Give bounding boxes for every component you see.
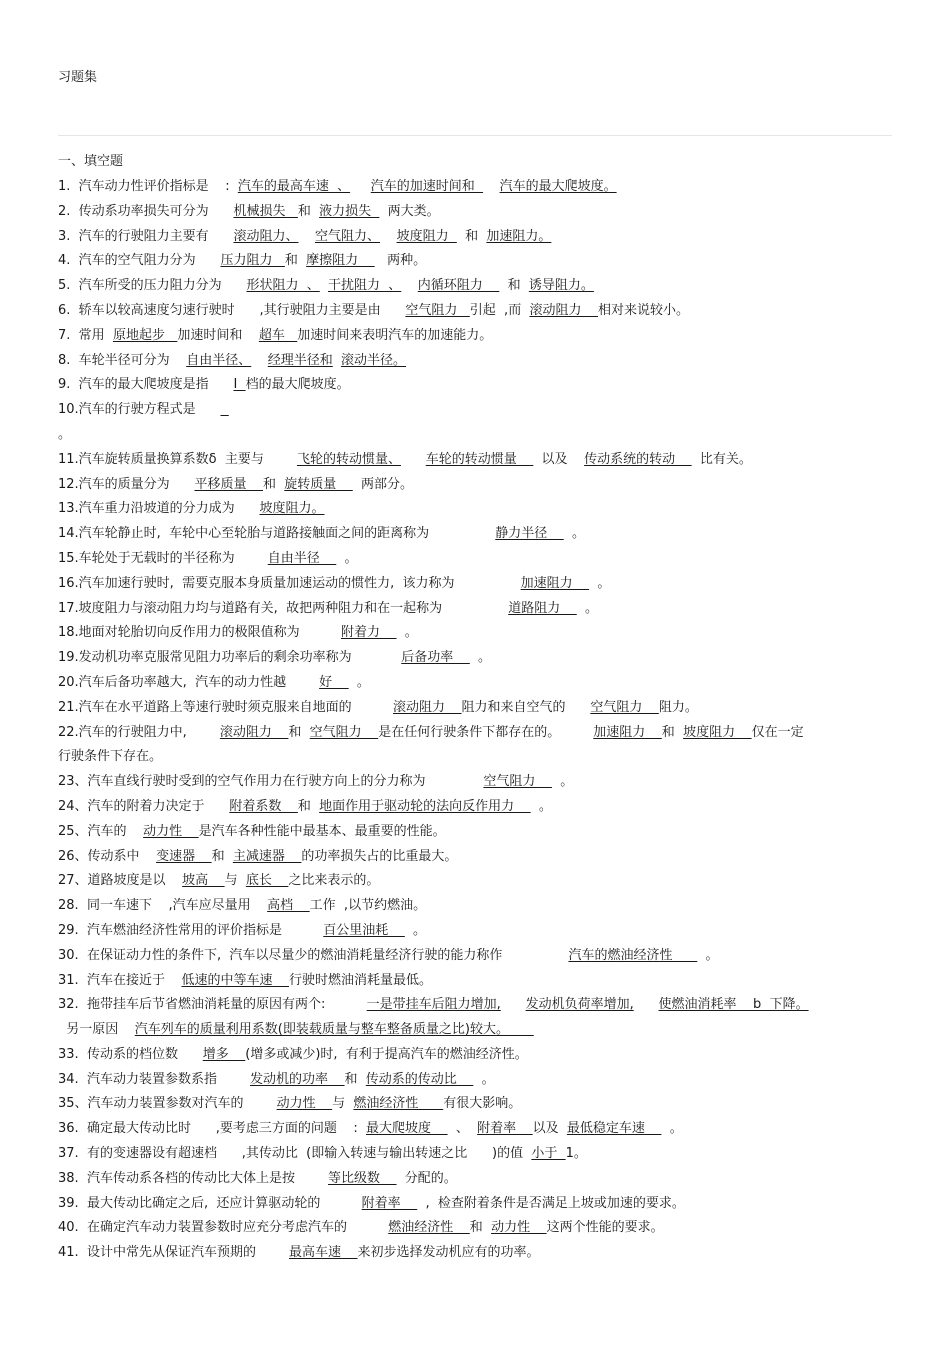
question-text: 35、汽车动力装置参数对汽车的 (58, 1096, 277, 1112)
question-text: 分配的。 (396, 1170, 457, 1186)
answer-blank: 加速阻力。 (486, 228, 552, 244)
answer-blank: 发动机负荷率增加, (525, 997, 634, 1013)
question-line (58, 200, 898, 225)
question-text: 两大类。 (379, 203, 440, 219)
question-text (251, 353, 268, 368)
question-text: 16.汽车加速行驶时, 需要克服本身质量加速运动的惯性力, 该力称为 (58, 575, 521, 591)
answer-blank: 后备功率 (401, 650, 470, 666)
question-text: 20.汽车后备功率越大, 汽车的动力性越 (58, 674, 320, 690)
answer-blank: 汽车列车的质量利用系数(即装载质量与整车整备质量之比)较大。 (134, 1022, 534, 1038)
answer-blank: 干扰阻力 、 (328, 278, 402, 294)
question-text: 32. 拖带挂车后节省燃油消耗量的原因有两个: (58, 997, 367, 1013)
answer-blank: 空气阻力 (590, 699, 659, 715)
question-text: 有很大影响。 (443, 1096, 522, 1112)
answer-blank: 好 (319, 674, 349, 690)
question-text (401, 278, 418, 293)
answer-blank: 变速器 (156, 848, 212, 864)
answer-blank: 附着率 (477, 1121, 533, 1137)
question-text: 27、道路坡度是以 (58, 873, 183, 889)
answer-blank: 液力损失 (319, 203, 380, 219)
answer-blank: 机械损失 (233, 203, 298, 219)
question-text: 两部分。 (352, 476, 414, 492)
question-list (58, 175, 898, 1266)
answer-blank: 附着系数 (229, 798, 298, 814)
answer-blank: 汽车的燃油经济性 (568, 947, 698, 963)
answer-blank: 静力半径 (495, 526, 564, 542)
question-line (58, 621, 898, 646)
question-text: 。 (469, 650, 492, 666)
answer-blank: 动力性 (491, 1220, 547, 1236)
question-line (58, 1192, 898, 1217)
question-line (58, 225, 898, 250)
answer-blank: 燃油经济性 (388, 1220, 470, 1236)
question-line (58, 497, 898, 522)
question-text: 两种。 (374, 253, 427, 269)
question-text: , 检查附着条件是否满足上坡或加速的要求。 (417, 1195, 685, 1211)
question-line (58, 770, 898, 795)
answer-blank: 内循环阻力 (417, 278, 500, 294)
question-text: 另一原因 (58, 1022, 135, 1038)
question-text: 引起 ,而 (469, 302, 530, 318)
question-text: 36. 确定最大传动比时 ,要考虑三方面的问题 : (58, 1121, 367, 1137)
answer-blank: 旋转质量 (284, 476, 353, 492)
question-text: 以及 (532, 1121, 567, 1137)
question-text: 5. 汽车所受的压力阻力分为 (58, 278, 247, 294)
question-text: 比有关。 (691, 451, 752, 467)
question-text: 和 (288, 724, 310, 740)
question-text: 24、汽车的附着力决定于 (58, 798, 230, 814)
question-text: 31. 汽车在接近于 (58, 972, 182, 988)
question-line (58, 324, 898, 349)
question-text: 和 (297, 798, 320, 814)
question-line (58, 1043, 898, 1068)
answer-blank: 自由半径 (267, 550, 337, 566)
question-text: 与 (224, 873, 246, 889)
question-text: 和 (284, 253, 307, 269)
question-line (58, 274, 898, 299)
question-text: 行驶时燃油消耗量最低。 (289, 972, 433, 988)
answer-blank: 坡高 (182, 873, 225, 889)
question-text: 41. 设计中常先从保证汽车预期的 (58, 1245, 289, 1261)
answer-blank: 飞轮的转动惯量、 (296, 451, 401, 467)
answer-blank: 坡度阻力 (396, 228, 457, 244)
question-text: 28. 同一车速下 ,汽车应尽量用 (58, 898, 268, 914)
question-line (58, 1117, 898, 1142)
question-text (298, 229, 315, 244)
question-text: 阻力和来自空气的 (461, 699, 591, 715)
answer-blank: 最低稳定车速 (566, 1121, 662, 1137)
question-line (58, 969, 898, 994)
question-line (58, 1216, 898, 1241)
answer-blank: 燃油经济性 (353, 1096, 444, 1112)
question-text (320, 278, 328, 293)
answer-blank: I (233, 377, 246, 393)
answer-blank: 附着力 (341, 625, 397, 641)
question-line (58, 1241, 898, 1266)
answer-blank: 经理半径和 (267, 352, 333, 368)
section-title: 一、填空题 (58, 154, 124, 169)
question-text: 相对来说较小。 (598, 302, 690, 318)
question-text: 33. 传动系的档位数 (58, 1046, 203, 1062)
question-line (58, 919, 898, 944)
question-text: 和 (456, 228, 487, 244)
question-line (58, 845, 898, 870)
answer-blank: 空气阻力 (309, 724, 379, 740)
answer-blank: 道路阻力 (508, 600, 577, 616)
question-line (58, 696, 898, 721)
question-text (333, 353, 341, 368)
question-text: 22.汽车的行驶阻力中, (58, 724, 220, 740)
question-text: 37. 有的变速器设有超速档 ,其传动比 (即输入转速与输出转速之比 )的值 (58, 1146, 532, 1162)
question-text (634, 997, 659, 1012)
question-text: 和 (661, 724, 684, 740)
answer-blank: 滚动半径。 (341, 352, 407, 368)
answer-blank: 坡度阻力 (683, 724, 752, 740)
question-line (58, 547, 898, 572)
question-text: 1. 汽车动力性评价指标是 : (58, 179, 238, 194)
answer-blank: 百公里油耗 (323, 922, 405, 938)
question-text: 19.发动机功率克服常见阻力功率后的剩余功率称为 (58, 650, 402, 666)
question-text: 以及 (533, 451, 585, 467)
answer-blank: 附着率 (361, 1195, 418, 1211)
answer-blank: 动力性 (276, 1096, 333, 1112)
question-text: 之比来表示的。 (288, 873, 380, 889)
answer-blank: 增多 (202, 1046, 246, 1062)
header-divider (58, 135, 892, 136)
question-line (58, 1018, 898, 1043)
question-text: 。 (551, 774, 574, 790)
question-text (380, 229, 397, 244)
question-text: 。 (661, 1121, 683, 1137)
question-text: 。 (404, 922, 427, 938)
answer-blank: 超车 (258, 327, 298, 343)
question-text: 3. 汽车的行驶阻力主要有 (58, 228, 234, 244)
question-text: 。 (563, 526, 585, 542)
answer-blank: 最大爬坡度 (366, 1121, 448, 1137)
question-text: 。 (348, 674, 370, 690)
question-text: 。 (576, 600, 598, 616)
answer-blank: 发动机的功率 (250, 1071, 345, 1087)
question-line (58, 373, 898, 398)
answer-blank: 摩擦阻力 (306, 253, 375, 269)
question-text: 阻力。 (658, 699, 698, 715)
answer-blank: 滚动阻力 (219, 724, 289, 740)
question-text: 8. 车轮半径可分为 (58, 352, 187, 368)
question-text: 4. 汽车的空气阻力分为 (58, 253, 221, 269)
question-text: 34. 汽车动力装置参数系指 (58, 1071, 250, 1087)
answer-blank: 空气阻力、 (315, 228, 381, 244)
question-line (58, 448, 898, 473)
answer-blank: 诱导阻力。 (528, 278, 594, 294)
question-line (58, 1167, 898, 1192)
question-text: 是在任何行驶条件下都存在的。 (378, 724, 594, 740)
question-text: 7. 常用 (58, 327, 113, 343)
answer-blank: 低速的中等车速 (181, 972, 289, 988)
question-text: 25、汽车的 (58, 823, 144, 839)
question-text: 。 (336, 550, 358, 566)
answer-blank: 形状阻力 、 (246, 278, 320, 294)
question-text: 18.地面对轮胎切向反作用力的极限值称为 (58, 625, 341, 641)
question-text (350, 179, 371, 194)
answer-blank: 高档 (267, 898, 310, 914)
answer-blank: 滚动阻力 (393, 699, 462, 715)
answer-blank: 平移质量 (194, 476, 263, 492)
answer-blank: 最高车速 (289, 1245, 358, 1261)
answer-blank: 小于 (531, 1146, 566, 1162)
question-line (58, 1068, 898, 1093)
document-header: 习题集 (58, 70, 98, 85)
question-text: 加速时间和 (177, 327, 259, 343)
answer-blank: 车轮的转动惯量 (425, 451, 534, 467)
question-text: 和 (263, 476, 285, 492)
answer-blank: 汽车的最高车速 、 (237, 179, 351, 194)
answer-blank: 原地起步 (112, 327, 178, 343)
question-text: 。 (473, 1071, 495, 1087)
question-line (58, 869, 898, 894)
question-text: 。 (589, 575, 611, 591)
answer-blank: 自由半径、 (186, 352, 252, 368)
question-line (58, 249, 898, 274)
question-text: 工作 ,以节约燃油。 (309, 898, 427, 914)
question-text: 10.汽车的行驶方程式是 (58, 402, 221, 418)
question-line (58, 894, 898, 919)
question-text: 和 (297, 203, 320, 219)
question-text: 档的最大爬坡度。 (245, 377, 350, 393)
question-text: 40. 在确定汽车动力装置参数时应充分考虑汽车的 (58, 1220, 389, 1236)
question-text: 1。 (565, 1146, 587, 1162)
question-text: 14.汽车轮静止时, 车轮中心至轮胎与道路接触面之间的距离称为 (58, 526, 496, 542)
question-line (58, 721, 898, 746)
question-line (58, 993, 898, 1018)
question-line (58, 745, 898, 770)
question-text: 和 (211, 848, 233, 864)
question-text: 12.汽车的质量分为 (58, 476, 195, 492)
question-text: 11.汽车旋转质量换算系数δ 主要与 (58, 451, 297, 467)
answer-blank: 汽车的加速时间和 (370, 179, 484, 194)
question-line (58, 1092, 898, 1117)
answer-blank: 地面作用于驱动轮的法向反作用力 (319, 798, 531, 814)
question-text: 来初步选择发动机应有的功率。 (357, 1245, 540, 1261)
answer-blank: 滚动阻力、 (233, 228, 299, 244)
question-text: 加速时间来表明汽车的加速能力。 (297, 327, 493, 343)
question-text: 。 (396, 625, 418, 641)
question-line (58, 423, 898, 448)
answer-blank: 汽车的最大爬坡度。 (499, 179, 617, 194)
question-text: 39. 最大传动比确定之后, 还应计算驱动轮的 (58, 1195, 362, 1211)
question-text: 21.汽车在水平道路上等速行驶时须克服来自地面的 (58, 699, 393, 715)
question-line (58, 299, 898, 324)
question-text: 38. 汽车传动系各档的传动比大体上是按 (58, 1170, 328, 1186)
answer-blank: 动力性 (143, 823, 199, 839)
question-text: 17.坡度阻力与滚动阻力均与道路有关, 故把两种阻力和在一起称为 (58, 600, 509, 616)
question-text: 行驶条件下存在。 (58, 749, 163, 765)
question-line (58, 597, 898, 622)
question-text: 仅在一定 (751, 724, 804, 740)
question-text: 15.车轮处于无载时的半径称为 (58, 550, 268, 566)
question-line (58, 795, 898, 820)
question-text (401, 452, 426, 467)
question-text: 这两个性能的要求。 (546, 1220, 664, 1236)
question-text: 、 (447, 1121, 478, 1137)
question-text: 和 (469, 1220, 492, 1236)
answer-blank: 空气阻力 (483, 774, 552, 790)
question-text: 和 (499, 278, 529, 294)
question-text: 是汽车各种性能中最基本、最重要的性能。 (198, 823, 446, 839)
answer-blank: 传动系统的转动 (584, 451, 692, 467)
question-text: 的功率损失占的比重最大。 (301, 848, 458, 864)
answer-blank: 加速阻力 (593, 724, 662, 740)
answer-blank: 加速阻力 (520, 575, 590, 591)
question-line (58, 646, 898, 671)
answer-blank: 传动系的传动比 (365, 1071, 474, 1087)
answer-blank: 底长 (245, 873, 289, 889)
question-text: 26、传动系中 (58, 848, 157, 864)
question-line (58, 671, 898, 696)
question-text: 与 (332, 1096, 354, 1112)
question-text: 和 (344, 1071, 366, 1087)
answer-blank: 坡度阻力。 (259, 501, 325, 517)
answer-blank: 使燃油消耗率 b 下降。 (658, 997, 809, 1013)
question-text: 29. 汽车燃油经济性常用的评价指标是 (58, 922, 324, 938)
answer-blank: 等比级数 (328, 1170, 397, 1186)
question-text: 30. 在保证动力性的条件下, 汽车以尽量少的燃油消耗量经济行驶的能力称作 (58, 947, 569, 963)
answer-blank: 滚动阻力 (529, 302, 598, 318)
question-line (58, 398, 898, 423)
question-text: 9. 汽车的最大爬坡度是指 (58, 377, 234, 393)
question-line (58, 175, 898, 200)
question-line (58, 1142, 898, 1167)
question-text (483, 179, 500, 194)
question-line (58, 349, 898, 374)
question-line (58, 944, 898, 969)
question-text: 。 (697, 947, 719, 963)
answer-blank: 空气阻力 (405, 302, 470, 318)
answer-blank: 压力阻力 (220, 253, 285, 269)
question-text: 2. 传动系功率损失可分为 (58, 203, 234, 219)
answer-blank (220, 402, 228, 417)
answer-blank: 主减速器 (232, 848, 302, 864)
answer-blank: 一是带挂车后阻力增加, (366, 997, 501, 1013)
question-text: 23、汽车直线行驶时受到的空气作用力在行驶方向上的分力称为 (58, 774, 484, 790)
question-line (58, 473, 898, 498)
question-text: 。 (58, 426, 72, 442)
question-line (58, 820, 898, 845)
question-text: 6. 轿车以较高速度匀速行驶时 ,其行驶阻力主要是由 (58, 302, 406, 318)
question-line (58, 572, 898, 597)
question-text (501, 997, 526, 1012)
question-line (58, 522, 898, 547)
question-text: 。 (530, 798, 552, 814)
question-text: 13.汽车重力沿坡道的分力成为 (58, 501, 260, 517)
question-text: (增多或减少)时, 有利于提高汽车的燃油经济性。 (245, 1046, 528, 1062)
